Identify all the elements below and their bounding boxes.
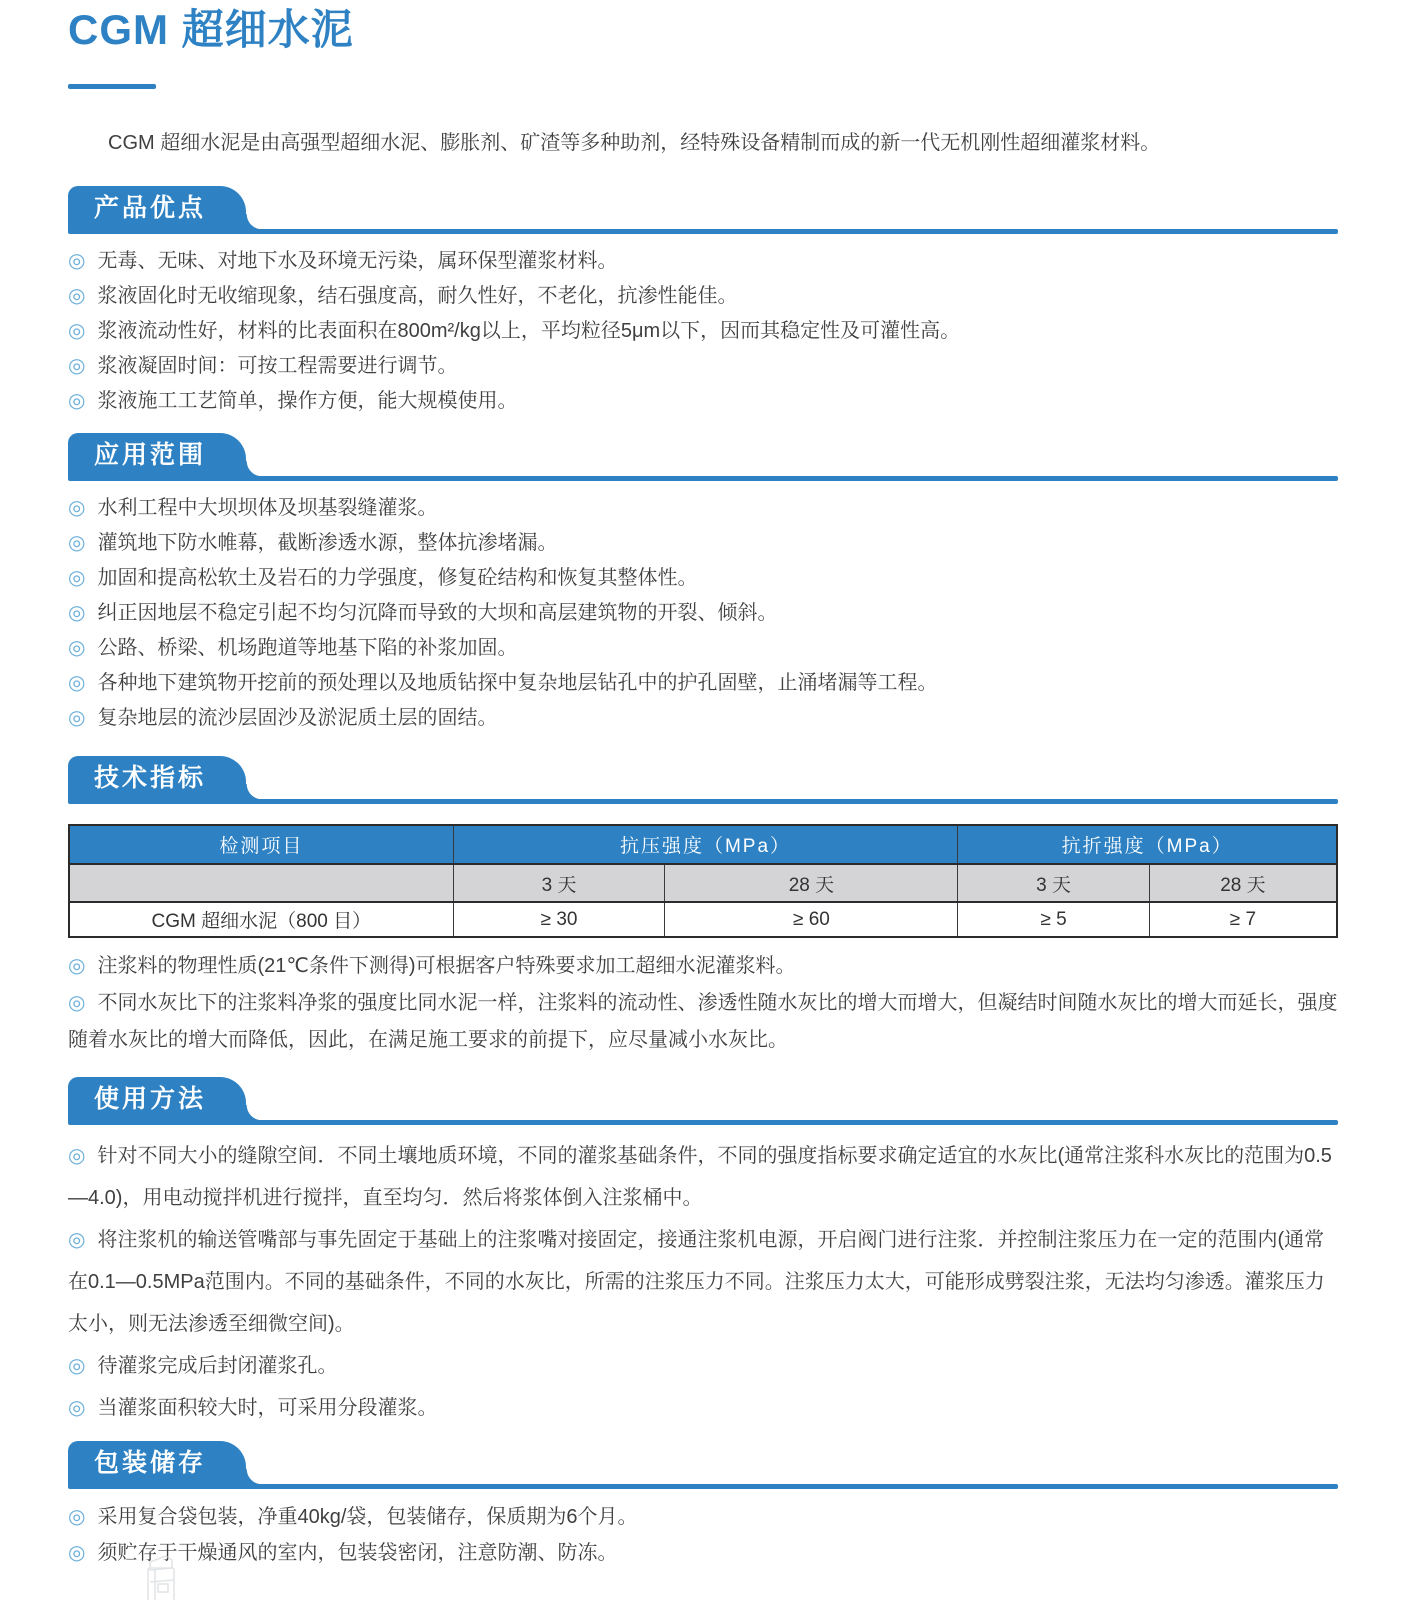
bullseye-bullet-icon: ◎ [68,602,86,624]
spec-subheader-28d: 28 天 [1149,864,1337,902]
bullseye-bullet-icon: ◎ [68,285,86,307]
bullseye-bullet-icon: ◎ [68,1397,86,1419]
bullseye-bullet-icon: ◎ [68,672,86,694]
section-header-rule [68,799,1338,804]
list-item-text: 复杂地层的流沙层固沙及淤泥质土层的固结。 [97,707,498,729]
list-item-text: 待灌浆完成后封闭灌浆孔。 [97,1355,338,1377]
section-packaging-storage [68,1441,1338,1571]
bullseye-bullet-icon: ◎ [68,355,86,377]
spec-value: ≥ 5 [958,902,1149,937]
bullseye-bullet-icon: ◎ [68,637,86,659]
spec-table [68,824,1338,938]
bullseye-bullet-icon: ◎ [68,1542,86,1564]
list-item [68,244,1338,279]
list-item-text: 水利工程中大坝坝体及坝基裂缝灌浆。 [97,497,438,519]
section-header [68,186,1338,234]
list-item-text: 浆液固化时无收缩现象，结石强度高，耐久性好，不老化，抗渗性能佳。 [97,285,738,307]
list-item-text: 须贮存于干燥通风的室内，包装袋密闭，注意防潮、防冻。 [97,1542,618,1564]
list-item [68,1387,1338,1429]
faint-equipment-watermark [128,1548,198,1600]
spec-value: ≥ 7 [1149,902,1337,937]
spec-subheader-3d: 3 天 [958,864,1149,902]
bullseye-bullet-icon: ◎ [68,532,86,554]
section-header [68,433,1338,481]
note-item [68,985,1338,1059]
list-item-text: 灌筑地下防水帷幕，截断渗透水源，整体抗渗堵漏。 [97,532,558,554]
spec-col-header-compressive: 抗压强度（MPa） [453,825,958,864]
list-item-text: 采用复合袋包装，净重40kg/袋，包装储存，保质期为6个月。 [97,1506,638,1528]
bullseye-bullet-icon: ◎ [68,1229,86,1251]
section-application-scope [68,433,1338,736]
section-header [68,756,1338,804]
usage-list [68,1135,1338,1429]
scope-list [68,491,1338,736]
list-item-text: 浆液施工工艺简单，操作方便，能大规模使用。 [97,390,518,412]
list-item [68,701,1338,736]
section-header [68,1441,1338,1489]
section-usage-method [68,1077,1338,1429]
section-header-rule [68,1120,1338,1125]
spec-value: ≥ 30 [453,902,665,937]
list-item [68,1219,1338,1345]
bullseye-bullet-icon: ◎ [68,320,86,342]
spec-subheader-3d: 3 天 [453,864,665,902]
section-tab-technical-specs [68,756,246,800]
bullseye-bullet-icon: ◎ [68,567,86,589]
bullseye-bullet-icon: ◎ [68,955,86,977]
note-text: 不同水灰比下的注浆料净浆的强度比同水泥一样，注浆料的流动性、渗透性随水灰比的增大而增大，但凝结时间随水灰比的增大而延长，强度随着水灰比的增大而降低，因此，在满足施工要求的前提下，应尽量减小水灰比。 [68,992,1338,1051]
spec-col-header-item: 检测项目 [69,825,453,864]
list-item [68,1499,1338,1535]
bullseye-bullet-icon: ◎ [68,1355,86,1377]
section-heading-label: 技术指标 [94,764,207,792]
section-heading-label: 包装储存 [94,1449,207,1477]
note-item [68,948,1338,985]
spec-table-subheader-row [69,864,1337,902]
bullseye-bullet-icon: ◎ [68,1145,86,1167]
spec-value: ≥ 60 [665,902,958,937]
bullseye-bullet-icon: ◎ [68,390,86,412]
list-item-text: 针对不同大小的缝隙空间．不同土壤地质环境，不同的灌浆基础条件，不同的强度指标要求确定适宜的水灰比(通常注浆科水灰比的范围为0.5—4.0)，用电动搅拌机进行搅拌，直至均匀．然后将浆体倒入注浆桶中。 [68,1145,1332,1209]
spec-product-name: CGM 超细水泥（800 目） [69,902,453,937]
list-item [68,314,1338,349]
spec-col-header-flexural: 抗折强度（MPa） [958,825,1337,864]
section-header-rule [68,476,1338,481]
list-item-text: 浆液流动性好，材料的比表面积在800m²/kg以上，平均粒径5μm以下，因而其稳定性及可灌性高。 [97,320,961,342]
spec-notes [68,948,1338,1059]
section-tab-usage-method [68,1077,246,1121]
spec-subheader-28d: 28 天 [665,864,958,902]
section-header-rule [68,229,1338,234]
title-underline [68,84,156,89]
list-item-text: 各种地下建筑物开挖前的预处理以及地质钻探中复杂地层钻孔中的护孔固壁，止涌堵漏等工程。 [97,672,938,694]
section-header [68,1077,1338,1125]
spec-table-data-row [69,902,1337,937]
list-item [68,631,1338,666]
list-item [68,666,1338,701]
list-item-text: 当灌浆面积较大时，可采用分段灌浆。 [97,1397,438,1419]
bullseye-bullet-icon: ◎ [68,497,86,519]
intro-paragraph: CGM 超细水泥是由高强型超细水泥、膨胀剂、矿渣等多种助剂，经特殊设备精制而成的新一代无机刚性超细灌浆材料。 [108,132,1161,154]
section-header-rule [68,1484,1338,1489]
packaging-list [68,1499,1338,1571]
section-technical-specs [68,756,1338,1059]
section-heading-label: 使用方法 [94,1085,207,1113]
list-item-text: 公路、桥梁、机场跑道等地基下陷的补浆加固。 [97,637,518,659]
section-tab-packaging-storage [68,1441,246,1485]
list-item [68,279,1338,314]
bullseye-bullet-icon: ◎ [68,1506,86,1528]
list-item [68,1345,1338,1387]
note-text: 注浆料的物理性质(21℃条件下测得)可根据客户特殊要求加工超细水泥灌浆料。 [97,955,796,977]
advantages-list [68,244,1338,419]
list-item [68,491,1338,526]
list-item [68,526,1338,561]
list-item [68,561,1338,596]
section-tab-application-scope [68,433,246,477]
list-item-text: 将注浆机的输送管嘴部与事先固定于基础上的注浆嘴对接固定，接通注浆机电源，开启阀门进行注浆．并控制注浆压力在一定的范围内(通常在0.1—0.5MPa范围内。不同的基础条件，不同的水灰比，所需的注浆压力不同。注浆压力太大，可能形成劈裂注浆，无法均匀渗透。灌浆压力太小，则无法渗透至细微空间)。 [68,1229,1325,1335]
list-item [68,1135,1338,1219]
list-item-text: 无毒、无味、对地下水及环境无污染，属环保型灌浆材料。 [97,250,618,272]
section-heading-label: 应用范围 [94,441,207,469]
list-item [68,349,1338,384]
spec-subheader-empty [69,864,453,902]
list-item [68,384,1338,419]
bullseye-bullet-icon: ◎ [68,707,86,729]
section-product-advantages [68,186,1338,419]
section-tab-product-advantages [68,186,246,230]
section-heading-label: 产品优点 [94,194,207,222]
list-item-text: 纠正因地层不稳定引起不均匀沉降而导致的大坝和高层建筑物的开裂、倾斜。 [97,602,778,624]
bullseye-bullet-icon: ◎ [68,250,86,272]
list-item-text: 浆液凝固时间：可按工程需要进行调节。 [97,355,458,377]
page-title: CGM 超细水泥 [68,6,354,53]
spec-table-header-row [69,825,1337,864]
bullseye-bullet-icon: ◎ [68,992,86,1014]
list-item [68,1535,1338,1571]
list-item-text: 加固和提高松软土及岩石的力学强度，修复砼结构和恢复其整体性。 [97,567,698,589]
list-item [68,596,1338,631]
